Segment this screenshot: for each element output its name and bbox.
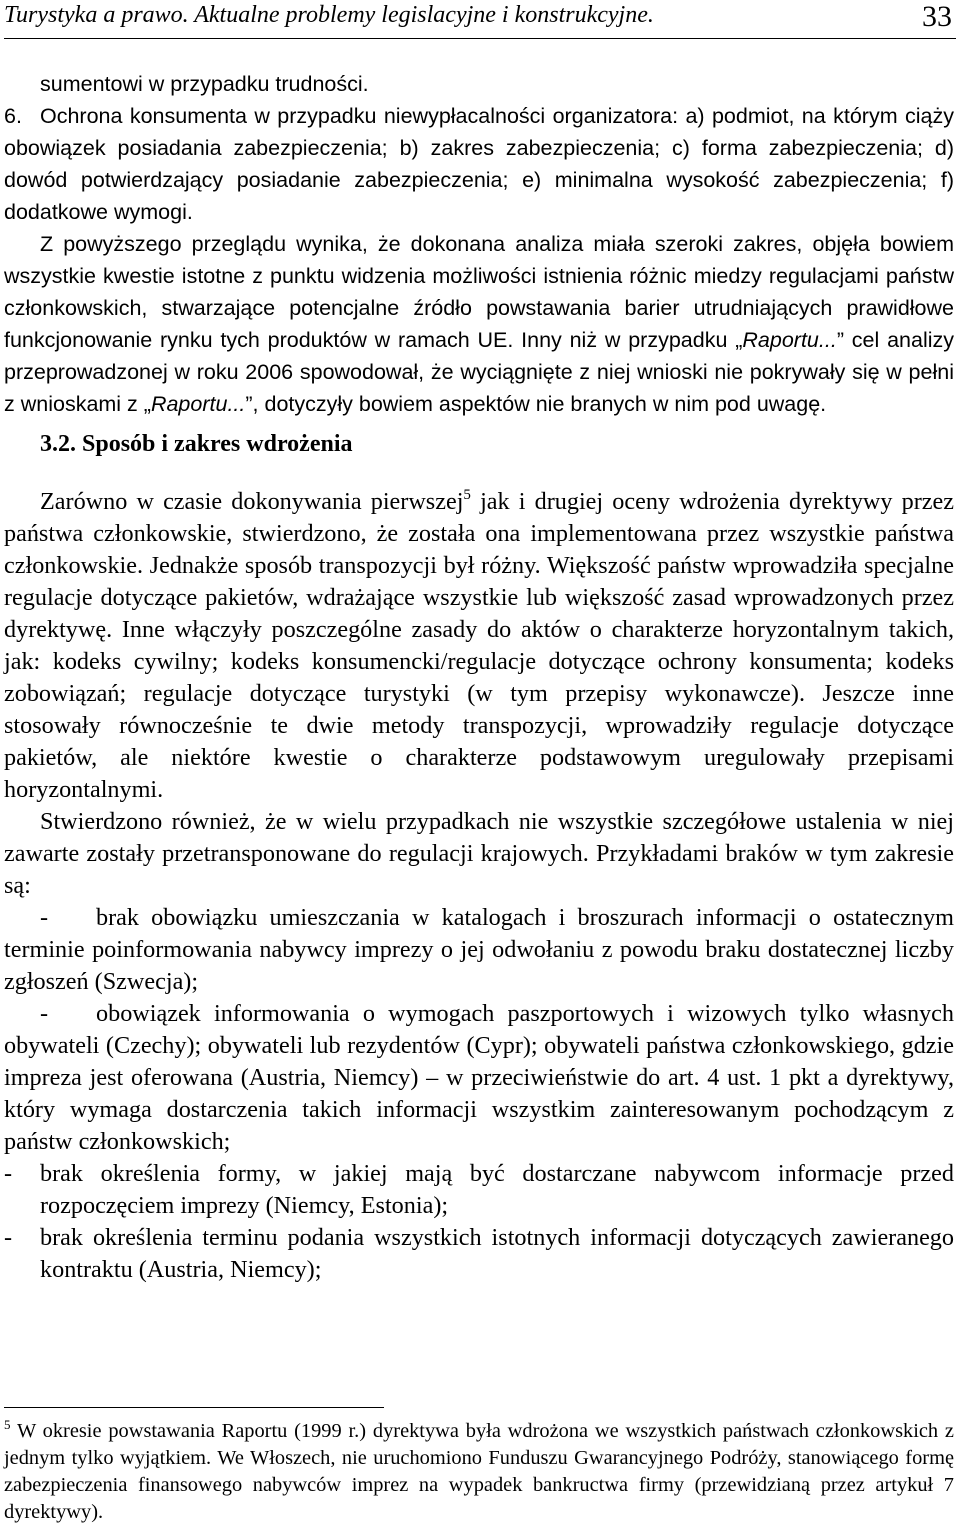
continuation-line — [4, 68, 954, 100]
running-title: Turystyka a prawo. Aktualne problemy legislacyjne i konstrukcyjne. — [4, 2, 654, 28]
item6-line1: Ochrona konsumenta w przypadku niewypłacalności organizatora: a) podmiot, na — [40, 104, 826, 128]
item6-number: 6. — [4, 104, 22, 128]
item6-rest: którym ciąży obowiązek posiadania zabezpieczenia; b) zakres zabezpieczenia; c) forma zabezpieczenia; d) dowód potwierdzający posiadanie zabezpieczenia; e) minimalna wysokość zabezpieczenia; f) dodatkowe wymogi. — [4, 104, 954, 224]
list-item-text: obowiązek informowania o wymogach paszportowych i wizowych tylko własnych obywateli (Czechy); obywateli lub rezydentów (Cypr); obywateli państwa członkowskiego, gdzie impreza jest oferowana (Austria, Niemcy) – w przeciwieństwie do art. 4 ust. 1 pkt a dyrektywy, który wymaga dostarczenia takich informacji wszystkim zainteresowanym pochodzącym z państw członkowskich; — [4, 1000, 954, 1155]
list-item-6 — [4, 100, 954, 228]
footnote-reference: 5 — [463, 487, 471, 503]
list-dash: - — [4, 1224, 13, 1251]
summary-text-a: Z powyższego przeglądu wynika, że dokonana analiza miała szeroki zakres, objęła bowiem wszystkie kwestie istotne z punktu widzenia możliwości istnienia różnic miedzy regulacjami państw członkowskich, stwarzające potencjalne źródło powstawania barier utrudniających prawidłowe funkcjonowanie rynku tych produktów w ramach UE. Inny niż w przypadku „ — [4, 232, 954, 352]
spacer — [4, 460, 954, 486]
list-item-text: brak określenia terminu podania wszystkich istotnych informacji dotyczących zawieranego kontraktu (Austria, Niemcy); — [40, 1224, 954, 1283]
footnote-mark: 5 — [4, 1417, 11, 1432]
summary-text-b: ” cel analizy przeprowadzonej w roku 2006 spowodował, że wyciągnięte z niej wnioski nie pokrywały się w pełni z wnioskami z „ — [4, 328, 955, 416]
raport-reference: Raportu... — [742, 328, 837, 352]
implementation-text-a: Zarówno w czasie dokonywania pierwszej — [40, 488, 464, 515]
paragraph-summary — [4, 228, 954, 420]
list-item — [4, 1158, 954, 1222]
implementation-text-b: jak i drugiej oceny wdrożenia dyrektywy przez państwa członkowskie, stwierdzono, że została ona implementowana przez wszystkie państwa członkowskie. Jednakże sposób transpozycji był różny. Większość państw wprowadziła specjalne regulacje dotyczące pakietów, wdrażające wszystkie lub większość zasad wprowadzonych przez dyrektywę. Inne włączyły poszczególne zasady do aktów o charakterze horyzontalnym takich, jak: kodeks cywilny; kodeks konsumencki/regulacje dotyczące ochrony konsumenta; kodeks zobowiązań; regulacje dotyczące turystyki (w tym przepisy wykonawcze). Jeszcze inne stosowały równocześnie te dwie metody transpozycji, wprowadziły regulacje dotyczące pakietów, ale niektóre kwestie o charakterze podstawowym uregulowały przepisami horyzontalnymi. — [4, 488, 954, 803]
raport-reference: Raportu... — [150, 392, 246, 416]
list-item-text: brak obowiązku umieszczania w katalogach i broszurach informacji o ostatecznym terminie poinformowania nabywcy imprezy o jej odwołaniu z powodu braku dostatecznej liczby zgłoszeń (Szwecja); — [4, 904, 954, 995]
list-item-text: brak określenia formy, w jakiej mają być dostarczane nabywcom informacje przed rozpoczęciem imprezy (Niemcy, Estonia); — [40, 1160, 954, 1219]
list-item — [4, 998, 954, 1158]
footnote-separator — [4, 1407, 384, 1408]
page-body — [4, 68, 954, 1286]
findings-text: Stwierdzono również, że w wielu przypadkach nie wszystkie szczegółowe ustalenia w niej zawarte zostały przetransponowane do regulacji krajowych. Przykładami braków w tym zakresie są: — [4, 808, 954, 899]
list-dash: - — [40, 1000, 49, 1027]
paragraph-implementation — [4, 486, 954, 806]
section-heading: 3.2. Sposób i zakres wdrożenia — [40, 431, 353, 457]
running-header — [4, 0, 956, 39]
footnote-text: W okresie powstawania Raportu (1999 r.) dyrektywa była wdrożona we wszystkich państwach członkowskich z jednym tylko wyjątkiem. We Włoszech, nie uruchomiono Funduszu Gwarancyjnego Podróży, stanowiącego formę zabezpieczenia finansowego nabywców imprez na wypadek bankructwa firmy (przewidzianą przez artykuł 7 dyrektywy). — [4, 1420, 954, 1523]
list-dash: - — [40, 904, 49, 931]
list-item — [4, 902, 954, 998]
summary-text-c: ”, dotyczyły bowiem aspektów nie branych w nim pod uwagę. — [245, 392, 827, 416]
list-dash: - — [4, 1160, 13, 1187]
footnote — [4, 1418, 954, 1526]
list-item — [4, 1222, 954, 1286]
page-number: 33 — [922, 0, 952, 33]
paragraph-findings — [4, 806, 954, 902]
continuation-text: sumentowi w przypadku trudności. — [40, 72, 369, 96]
